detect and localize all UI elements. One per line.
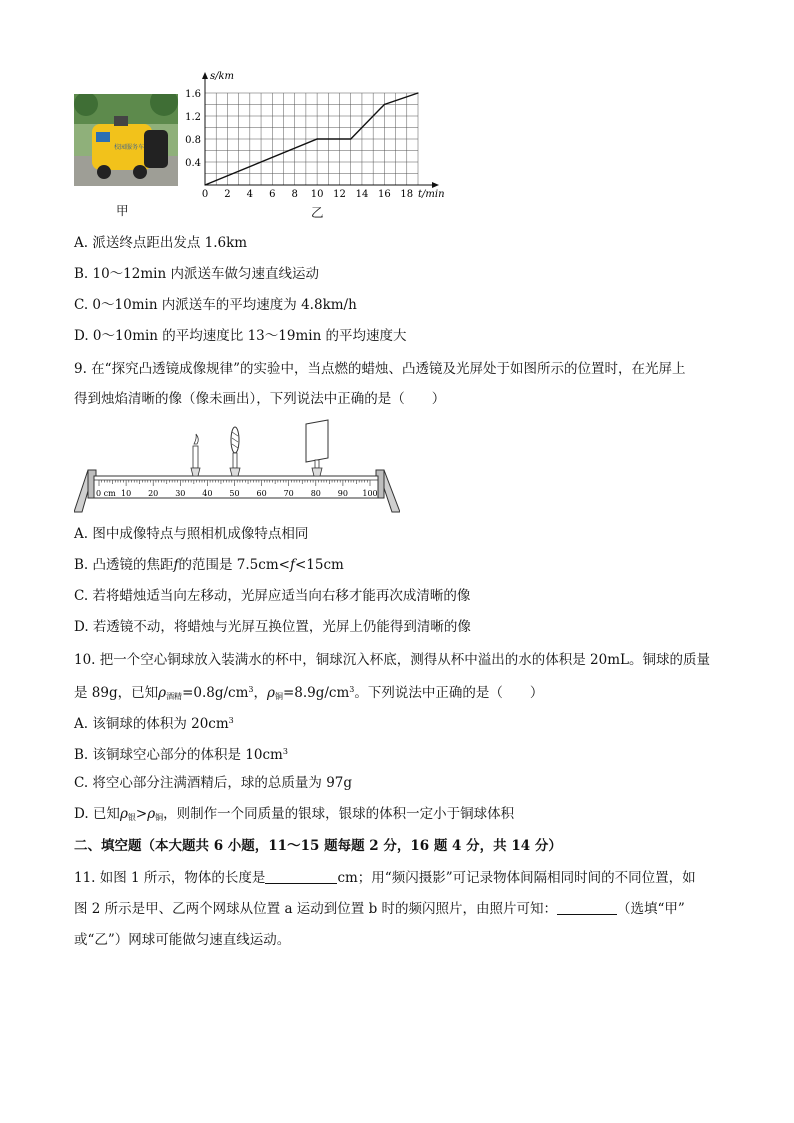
y-tick-label: 0.8 xyxy=(185,135,201,146)
data-point xyxy=(384,104,385,105)
data-point xyxy=(317,138,318,139)
y-tick-label: 1.2 xyxy=(185,112,201,123)
y-axis-label: s/km xyxy=(210,71,235,82)
q10-option-d: D. 已知$\rho_银>\rho_铜$，则制作一个同质量的银球，银球的体积一定小于铜球体积 xyxy=(74,806,515,822)
q8-option-b: B. 10～12min 内派送车做匀速直线运动 xyxy=(74,266,319,282)
q11-blank-length[interactable] xyxy=(265,869,337,884)
q9-stem-line2: 得到烛焰清晰的像（像未画出），下列说法中正确的是（ ） xyxy=(74,391,446,407)
data-point xyxy=(417,92,418,93)
y-tick-label: 0.4 xyxy=(185,158,201,169)
q10-stem-line2: 是 89g，已知$\rho_{酒精}=0.8g/cm^3$，$\rho_铜=8.9g/cm^3$。下列说法中正确的是（ ） xyxy=(74,685,544,701)
x-tick-label: 6 xyxy=(269,189,276,200)
x-tick-label: 12 xyxy=(333,189,346,200)
q10-option-a: A. 该铜球的体积为 $20cm^3$ xyxy=(74,716,234,732)
y-axis-arrow xyxy=(202,72,208,79)
q9-option-a: A. 图中成像特点与照相机成像特点相同 xyxy=(74,526,309,542)
q11-line2: 图 2 所示是甲、乙两个网球从位置 a 运动到位置 b 时的频闪照片，由照片可知： （选填“甲” xyxy=(74,901,685,917)
ruler-label: 80 xyxy=(310,489,321,498)
x-tick-label: 10 xyxy=(310,189,324,200)
ruler-label: 70 xyxy=(283,489,294,498)
x-tick-label: 14 xyxy=(355,189,369,200)
q10-option-b: B. 该铜球空心部分的体积是 $10cm^3$ xyxy=(74,747,288,763)
ruler-label: 50 xyxy=(229,489,240,498)
q9-option-c: C. 若将蜡烛适当向左移动，光屏应适当向右移才能再次成清晰的像 xyxy=(74,588,471,604)
delivery-vehicle-image xyxy=(74,94,178,186)
q10-option-c: C. 将空心部分注满酒精后，球的总质量为 97g xyxy=(74,775,353,791)
x-tick-label: 16 xyxy=(378,189,391,200)
q9-option-d: D. 若透镜不动，将蜡烛与光屏互换位置，光屏上仍能得到清晰的像 xyxy=(74,619,471,635)
photo-caption: 甲 xyxy=(116,203,129,218)
q8-option-c: C. 0～10min 内派送车的平均速度为 4.8km/h xyxy=(74,297,357,313)
q9-stem-line1: 9. 在“探究凸透镜成像规律”的实验中，当点燃的蜡烛、凸透镜及光屏处于如图所示的位置时，在光屏上 xyxy=(74,361,686,377)
ruler-label: 90 xyxy=(337,489,348,498)
delivery-vehicle-photo xyxy=(74,94,178,186)
ruler-label: 20 xyxy=(148,489,159,498)
ruler-label: 30 xyxy=(175,489,186,498)
y-tick-label: 1.6 xyxy=(185,89,201,100)
q10-stem-line1: 10. 把一个空心铜球放入装满水的杯中，铜球沉入杯底，测得从杯中溢出的水的体积是 20mL。铜球的质量 xyxy=(74,652,710,668)
ruler-label: 60 xyxy=(256,489,267,498)
q8-option-a: A. 派送终点距出发点 1.6km xyxy=(74,235,248,251)
q8-option-d: D. 0～10min 的平均速度比 13～19min 的平均速度大 xyxy=(74,328,407,344)
x-tick-label: 4 xyxy=(246,189,254,200)
ruler-label: 40 xyxy=(202,489,213,498)
x-tick-label: 18 xyxy=(400,189,414,200)
data-point xyxy=(350,138,351,139)
light-screen xyxy=(306,420,328,476)
q9-option-b: B. 凸透镜的焦距f的范围是 7.5cm<f<15cm xyxy=(74,557,344,573)
chart-caption: 乙 xyxy=(311,205,324,220)
q11-blank-ball[interactable] xyxy=(557,900,617,915)
s-t-graph xyxy=(180,66,450,202)
ruler-label: 10 xyxy=(121,489,132,498)
x-tick-label: 2 xyxy=(224,189,231,200)
q11-line1: 11. 如图 1 所示，物体的长度是 cm；用“频闪摄影”可记录物体间隔相同时间的不同位置，如 xyxy=(74,870,696,886)
convex-lens xyxy=(230,427,240,476)
ruler-label: 0 cm xyxy=(96,489,116,498)
x-tick-label: 8 xyxy=(291,189,298,200)
x-axis-arrow xyxy=(432,182,439,188)
x-axis-label: t/min xyxy=(418,189,445,200)
section-2-heading: 二、填空题（本大题共 6 小题，11～15 题每题 2 分，16 题 4 分，共 14 分） xyxy=(74,838,562,854)
ruler-label: 100 xyxy=(362,489,378,498)
candle xyxy=(191,434,200,476)
x-tick-label: 0 xyxy=(201,189,209,200)
candle-flame xyxy=(194,434,198,444)
data-point xyxy=(204,184,205,185)
q11-line3: 或“乙”）网球可能做匀速直线运动。 xyxy=(74,932,291,948)
vehicle-side-text: 校园服务车 xyxy=(114,144,145,151)
optical-bench-diagram xyxy=(74,416,400,516)
